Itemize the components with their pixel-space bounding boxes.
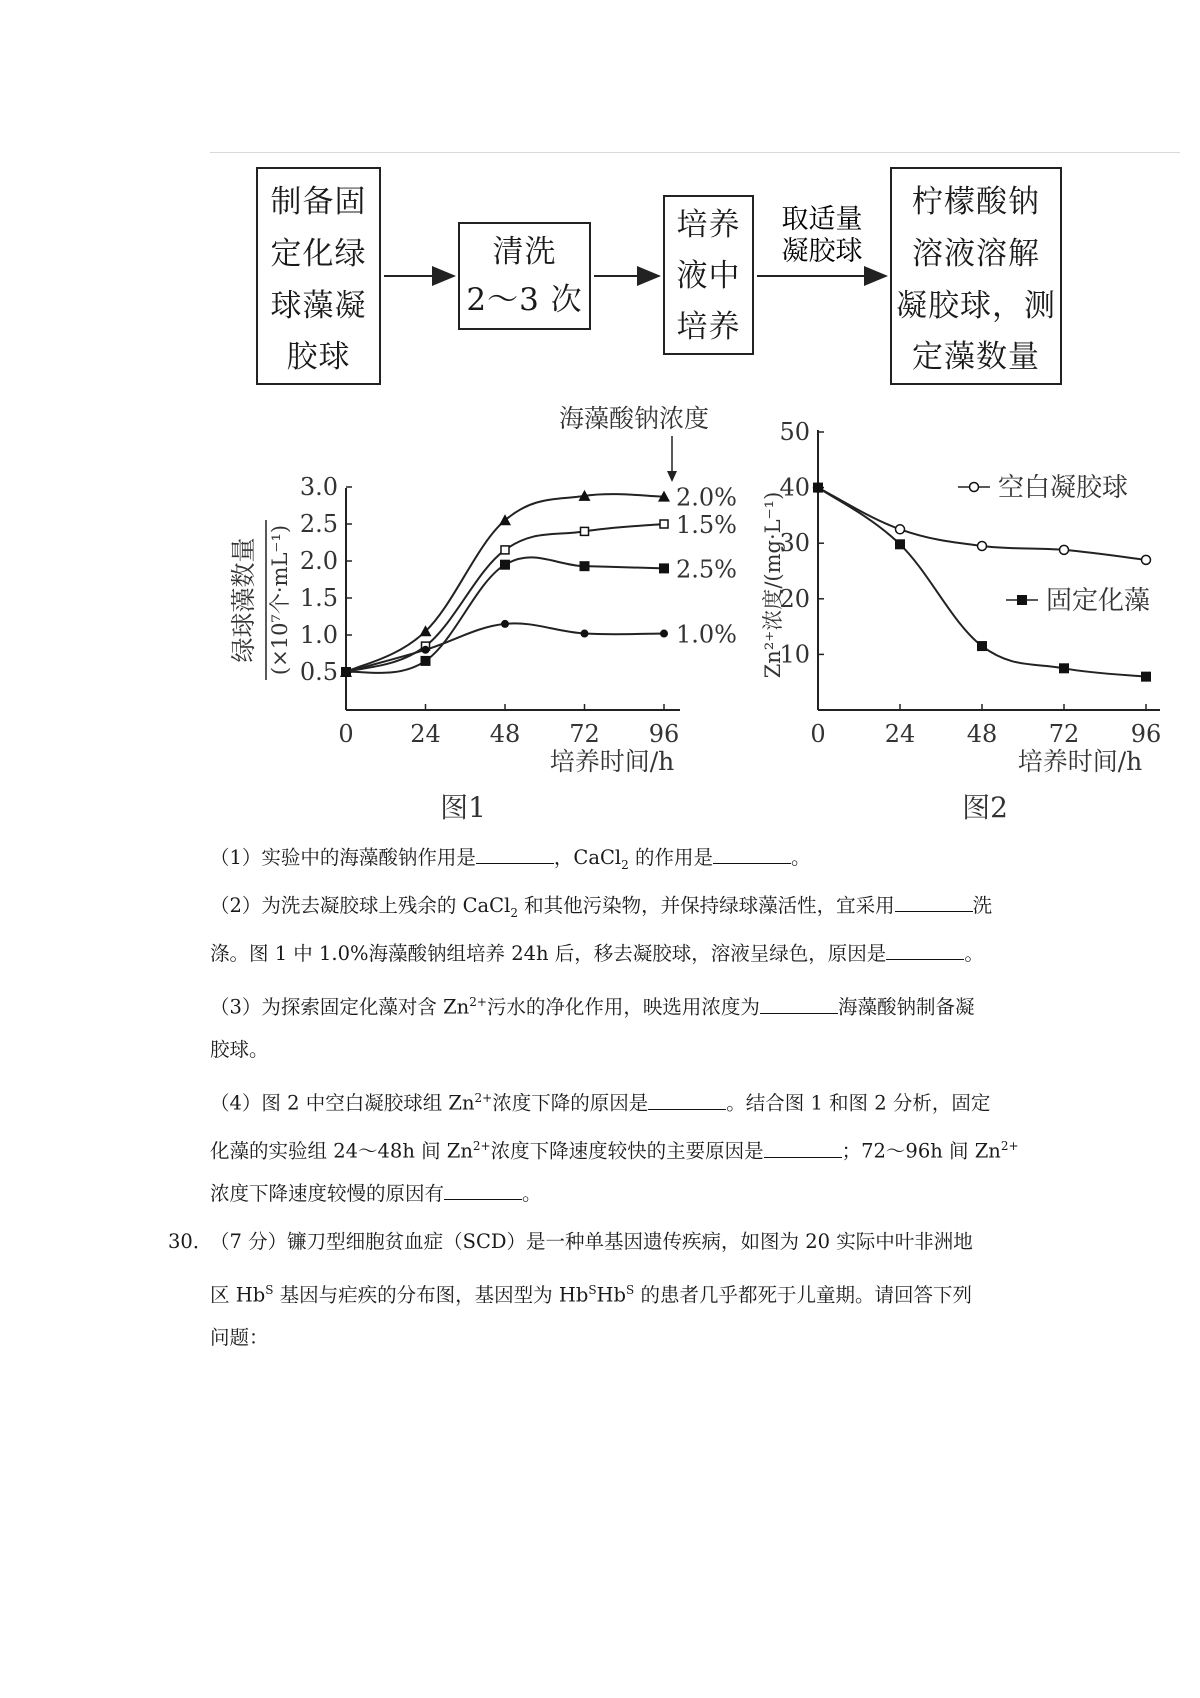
q2-text-e: 。 [964, 942, 984, 965]
q30-sup3: S [626, 1283, 635, 1297]
fig2-ylabel: Zn²⁺浓度/(mg·L⁻¹) [761, 491, 785, 679]
answer-blank[interactable] [886, 943, 964, 960]
flow-arrow-label-2: 凝胶球 [781, 236, 863, 267]
x-tick-label: 72 [1048, 720, 1080, 748]
data-point [1142, 555, 1151, 564]
question-30-cont2 [210, 1314, 1030, 1362]
q1-text-d: 。 [790, 846, 811, 869]
fig1-ticks [300, 473, 679, 748]
q2-text-c: 洗 [972, 894, 993, 917]
q4-sup2: 2+ [472, 1139, 491, 1153]
question-3-cont [210, 1026, 1030, 1074]
flow-step-3-line: 培养 [676, 309, 741, 345]
series-label: 2.0% [676, 483, 737, 512]
series-line [346, 623, 664, 672]
y-tick-label: 20 [779, 584, 810, 613]
flow-step-1-line: 制备固 [270, 184, 367, 220]
series-label: 2.5% [676, 555, 737, 584]
fig2-xlabel: 培养时间/h [1017, 747, 1143, 776]
y-tick-label: 10 [779, 640, 810, 669]
data-point [501, 546, 509, 554]
x-tick-label: 24 [884, 720, 916, 748]
fig1-annotation: 海藻酸钠浓度 [558, 404, 710, 433]
q4-text-c: 。结合图 1 和图 2 分析，固定 [726, 1091, 991, 1115]
flow-step-4-line: 柠檬酸钠 [912, 184, 1040, 220]
flow-step-4-line: 定藻数量 [912, 339, 1040, 375]
data-point [581, 527, 589, 535]
data-point [659, 563, 669, 573]
question-4-cont [210, 1122, 1030, 1176]
q2-text-d: 涤。图 1 中 1.0%海藻酸钠组培养 24h 后，移去凝胶球，溶液呈绿色，原因是 [210, 942, 887, 965]
q30-sup2: S [588, 1283, 597, 1297]
fig2-ticks [779, 418, 1161, 748]
x-tick-label: 96 [1130, 720, 1162, 748]
answer-blank[interactable] [760, 997, 838, 1014]
q1-text-b: ，CaCl [553, 846, 622, 869]
q4-text-g: 浓度下降速度较慢的原因有 [210, 1182, 445, 1205]
q4-sup3: 2+ [1000, 1139, 1019, 1153]
data-point [500, 560, 510, 570]
q30-text-d: Hb [596, 1283, 627, 1307]
q3-text-a: （3）为探索固定化藻对含 Zn [210, 995, 470, 1019]
flow-step-4-line: 溶液溶解 [912, 236, 1040, 272]
data-point [895, 539, 905, 549]
q4-text-f: ；72～96h 间 Zn [841, 1139, 1001, 1163]
data-point [1059, 663, 1069, 673]
data-point [978, 541, 987, 550]
q3-text-c: 海藻酸钠制备凝 [837, 995, 975, 1019]
question-3 [210, 978, 1030, 1032]
q3-text-b: 污水的净化作用，映选用浓度为 [486, 995, 760, 1019]
data-point [660, 630, 668, 638]
flow-step-4-line: 凝胶球，测 [896, 288, 1056, 324]
flowchart [0, 0, 1200, 400]
flow-step-1-line: 胶球 [286, 339, 351, 375]
q30-text-a: （7 分）镰刀型细胞贫血症（SCD）是一种单基因遗传疾病，如图为 20 实际中叶非洲地 [210, 1230, 973, 1253]
fig2-caption: 图2 [962, 791, 1008, 824]
fig1-ylabel-1: 绿球藻数量 [229, 537, 258, 663]
q4-text-b: 浓度下降的原因是 [492, 1091, 649, 1115]
data-point [977, 641, 987, 651]
x-tick-label: 48 [966, 720, 998, 748]
fig1-series [340, 484, 737, 677]
q1-sub: 2 [621, 857, 629, 872]
y-tick-label: 50 [779, 418, 810, 446]
question-4 [210, 1074, 1030, 1128]
answer-blank[interactable] [895, 895, 973, 912]
flow-step-2-line: 清洗 [492, 234, 557, 270]
data-point [660, 520, 668, 528]
series-label: 1.0% [676, 620, 737, 649]
x-tick-label: 48 [489, 720, 521, 748]
flow-step-1-line: 球藻凝 [270, 288, 367, 324]
data-point [342, 668, 350, 676]
data-point [896, 525, 905, 534]
y-tick-label: 2.0 [299, 547, 338, 575]
q4-text-h: 。 [522, 1182, 542, 1205]
question-2 [210, 882, 1030, 937]
q2-text-a: （2）为洗去凝胶球上残余的 CaCl [210, 894, 511, 917]
answer-blank[interactable] [444, 1183, 522, 1200]
question-30-cont [210, 1266, 1030, 1320]
q1-text-a: （1）实验中的海藻酸钠作用是 [210, 846, 476, 869]
legend-label: 空白凝胶球 [998, 473, 1129, 503]
question-1 [210, 834, 1030, 889]
q3-text-d: 胶球。 [210, 1038, 269, 1061]
q1-text-c: 的作用是 [628, 846, 713, 869]
q30-text-e: 的患者几乎都死于儿童期。请回答下列 [634, 1283, 972, 1307]
data-point [581, 630, 589, 638]
answer-blank[interactable] [713, 847, 791, 864]
fig1-xlabel: 培养时间/h [549, 747, 675, 776]
q2-text-b: 和其他污染物，并保持绿球藻活性，宜采用 [517, 894, 895, 917]
y-tick-label: 40 [779, 473, 810, 502]
question-30 [210, 1218, 1030, 1266]
question-2-cont [210, 930, 1030, 978]
flow-step-3-line: 液中 [676, 258, 741, 294]
q2-sub: 2 [510, 905, 518, 920]
fig1-caption: 图1 [440, 791, 486, 824]
x-tick-label: 72 [569, 720, 600, 748]
q30-sup: S [265, 1283, 274, 1297]
question-30-number: 30． [168, 1230, 213, 1253]
legend-marker [970, 483, 979, 492]
x-tick-label: 0 [810, 720, 826, 748]
legend-label: 固定化藻 [1046, 586, 1151, 616]
y-tick-label: 30 [779, 529, 810, 558]
figure-svg [0, 400, 1200, 830]
data-point [422, 646, 430, 654]
series-label: 1.5% [676, 511, 737, 539]
flow-arrow-label-1: 取适量 [781, 204, 863, 235]
data-point [580, 561, 590, 571]
q30-text-b: 区 Hb [210, 1283, 266, 1307]
q4-text-e: 浓度下降速度较快的主要原因是 [490, 1139, 764, 1163]
y-tick-label: 1.5 [299, 584, 338, 612]
q30-text-f: 问题： [210, 1326, 269, 1349]
x-tick-label: 96 [648, 720, 680, 748]
data-point [813, 483, 823, 493]
flow-step-2-line: 2～3 次 [466, 282, 583, 318]
question-4-cont2 [210, 1170, 1030, 1218]
q4-sup: 2+ [474, 1091, 493, 1105]
data-point [501, 620, 509, 628]
y-tick-label: 0.5 [299, 658, 338, 686]
series-line [346, 557, 664, 673]
data-point [1060, 545, 1069, 554]
answer-blank[interactable] [764, 1141, 842, 1158]
fig1-annotation-arrowhead [667, 471, 677, 482]
y-tick-label: 3.0 [299, 473, 338, 501]
y-tick-label: 1.0 [299, 621, 338, 649]
q3-sup: 2+ [469, 995, 487, 1009]
fig1-axes [229, 404, 709, 824]
q30-text-c: 基因与疟疾的分布图，基因型为 Hb [273, 1283, 589, 1307]
fig1-ylabel-2: (×10⁷个·mL⁻¹) [268, 524, 292, 676]
answer-blank[interactable] [476, 847, 554, 864]
x-tick-label: 0 [338, 720, 354, 748]
fig2-series [813, 473, 1151, 682]
flow-step-3-line: 培养 [676, 207, 741, 243]
figures [0, 400, 1200, 830]
q4-text-d: 化藻的实验组 24～48h 间 Zn [210, 1139, 473, 1163]
answer-blank[interactable] [648, 1093, 726, 1110]
x-tick-label: 24 [410, 720, 441, 748]
data-point [421, 656, 431, 666]
data-point [1141, 672, 1151, 682]
q4-text-a: （4）图 2 中空白凝胶球组 Zn [210, 1091, 475, 1115]
y-tick-label: 2.5 [299, 510, 338, 538]
legend-marker [1017, 595, 1027, 605]
flow-arrows [0, 0, 1200, 400]
flow-step-1-line: 定化绿 [270, 236, 367, 272]
